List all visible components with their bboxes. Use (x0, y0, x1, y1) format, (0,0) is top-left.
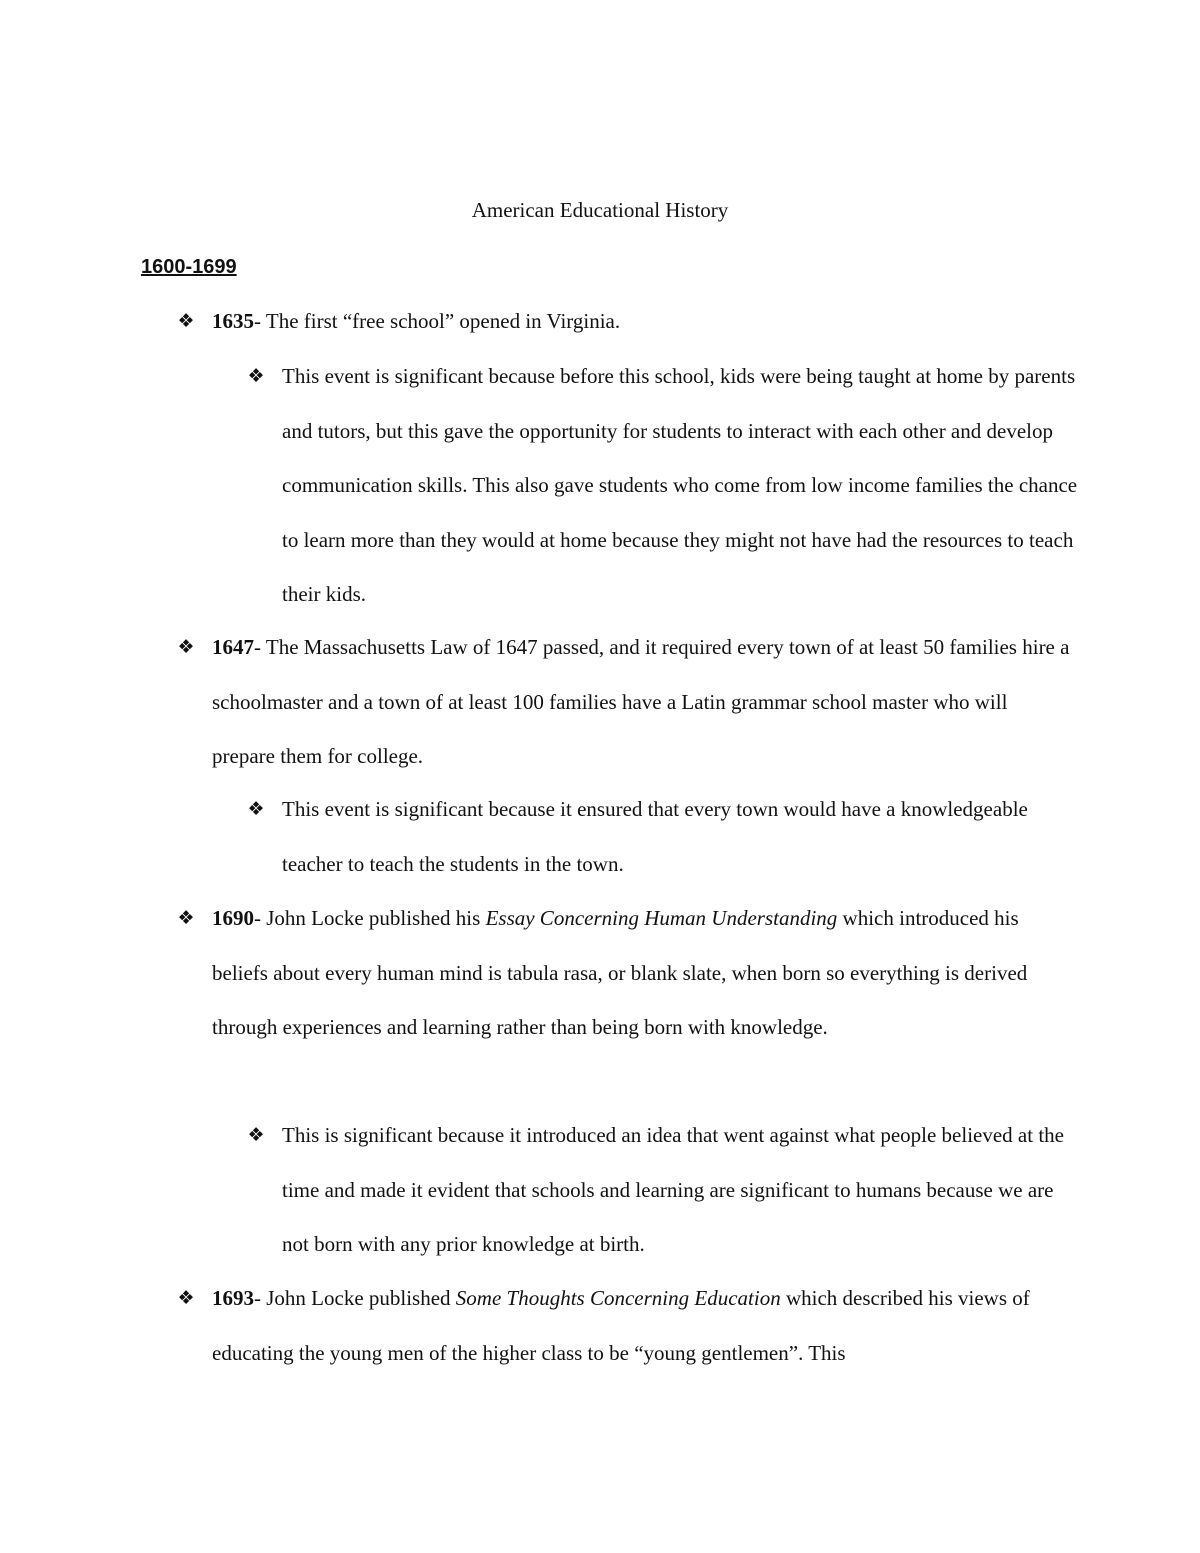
entry-year: 1635 (212, 309, 254, 333)
significance-text: This event is significant because it ensured that every town would have a knowledgeable teacher to teach the students in the town. (282, 797, 1028, 876)
list-item (247, 1108, 1082, 1272)
list-item (177, 620, 1072, 784)
diamond-bullet-icon: ❖ (177, 1287, 195, 1309)
diamond-bullet-icon: ❖ (247, 798, 265, 820)
entry-year: 1693 (212, 1286, 254, 1310)
work-title: Essay Concerning Human Understanding (485, 906, 838, 930)
diamond-bullet-icon: ❖ (247, 1124, 265, 1146)
list-item (177, 1271, 1072, 1380)
list-item (177, 891, 1072, 1055)
list-item (247, 782, 1082, 891)
significance-text: This is significant because it introduced an idea that went against what people believed at the time and made it evident that schools and learning are significant to humans because we are not born with any prior knowledge at birth. (282, 1123, 1064, 1256)
work-title: Some Thoughts Concerning Education (455, 1286, 781, 1310)
entry-text: - John Locke published his (254, 906, 486, 930)
entry-text-continued: which described his views of educating the young men of the higher class to be “young gentlemen”. This (212, 1286, 1030, 1365)
diamond-bullet-icon: ❖ (177, 907, 195, 929)
entry-year: 1690 (212, 906, 254, 930)
section-heading: 1600-1699 (141, 256, 237, 278)
list-item (177, 294, 1072, 349)
entry-year: 1647 (212, 635, 254, 659)
diamond-bullet-icon: ❖ (247, 365, 265, 387)
diamond-bullet-icon: ❖ (177, 636, 195, 658)
list-item (247, 349, 1082, 622)
significance-text: This event is significant because before this school, kids were being taught at home by parents and tutors, but this gave the opportunity for students to interact with each other and develop communication skills. This also gave students who come from low income families the chance to learn more than they would at home because they might not have had the resources to teach their kids. (282, 364, 1078, 606)
entry-text: - The first “free school” opened in Virginia. (254, 309, 621, 333)
entry-text: - The Massachusetts Law of 1647 passed, and it required every town of at least 50 families hire a schoolmaster and a town of at least 100 families have a Latin grammar school master who will prepare them for college. (212, 635, 1070, 768)
diamond-bullet-icon: ❖ (177, 310, 195, 332)
entry-text: - John Locke published (254, 1286, 456, 1310)
document-title: American Educational History (471, 198, 729, 222)
entry-text-continued: which introduced his beliefs about every human mind is tabula rasa, or blank slate, when born so everything is derived through experiences and learning rather than being born with knowledge. (212, 906, 1028, 1039)
